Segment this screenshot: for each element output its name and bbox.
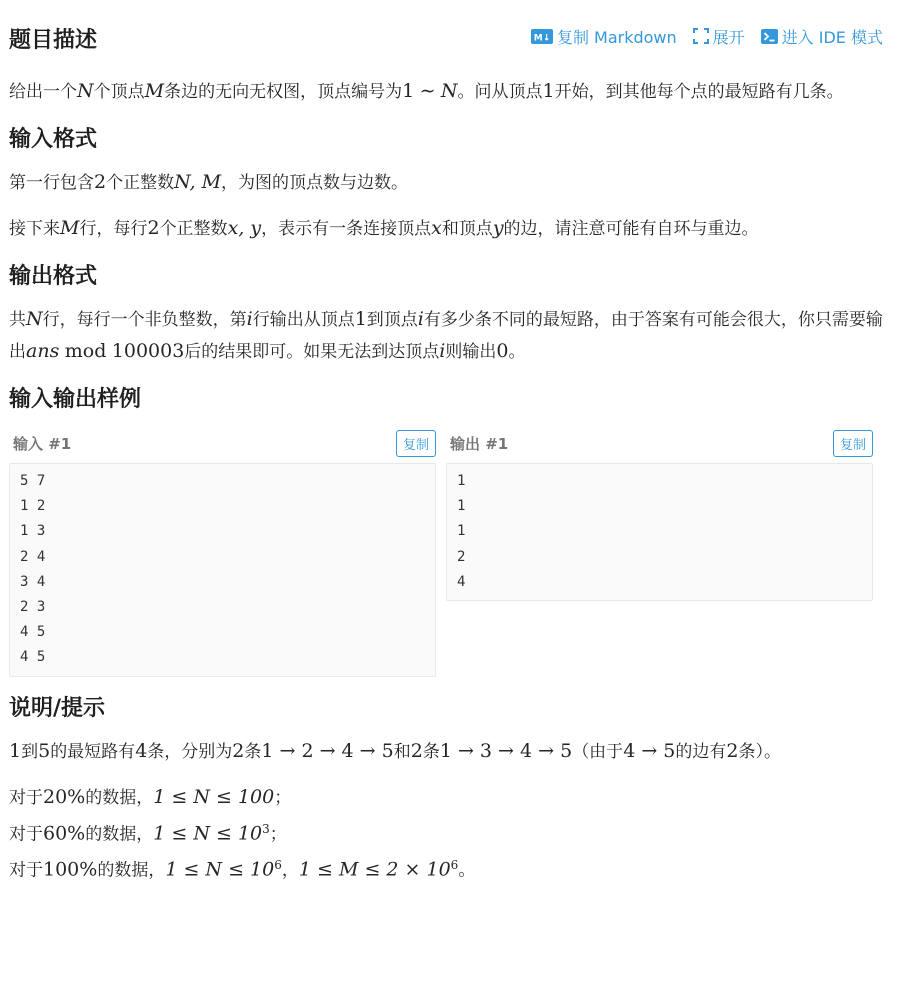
sample-input-code[interactable]: [9, 463, 436, 677]
sample-output: [446, 427, 873, 677]
svg-text:M↓: M↓: [533, 33, 551, 43]
notes: [9, 736, 883, 887]
code-line: 2: [457, 548, 466, 565]
input-format-line-1: 第一行包含2个正整数N, M，为图的顶点数与边数。: [9, 171, 409, 193]
sample-output-code[interactable]: [446, 463, 873, 601]
sample-input-label: 输入 #1: [13, 434, 72, 453]
code-line: 1 3: [20, 523, 46, 540]
code-line: 1: [457, 473, 466, 489]
code-line: 1 2: [20, 498, 46, 515]
constraint-20: 对于20%的数据，1 ≤ N ≤ 100；: [9, 785, 292, 808]
section-title-samples: 输入输出样例: [9, 387, 142, 412]
input-format-line-2: 接下来M行，每行2个正整数x, y，表示有一条连接顶点x和顶点y的边，请注意可能有自环与重边。: [9, 217, 759, 239]
toolbar: [531, 25, 883, 48]
copy-markdown-label: 复制 Markdown: [556, 27, 677, 47]
ide-mode-button[interactable]: [761, 25, 883, 48]
expand-icon: [693, 28, 709, 44]
code-line: 4: [457, 573, 466, 590]
section-title-input-format: 输入格式: [9, 127, 98, 152]
code-line: 4 5: [20, 624, 46, 641]
code-line: 4 5: [20, 649, 46, 666]
expand-label: 展开: [712, 27, 745, 47]
constraint-60: 对于60%的数据，$1 \le N \le 10^3$；: [9, 821, 287, 845]
section-title-description: 题目描述: [9, 27, 98, 53]
description-text: 给出一个N个顶点M条边的无向无权图，顶点编号为1 ∼ N。问从顶点1开始，到其他每个点的最短路有几条。: [9, 80, 844, 102]
ide-mode-label: 进入 IDE 模式: [781, 27, 883, 47]
terminal-icon: [761, 29, 778, 44]
markdown-icon: [531, 29, 553, 44]
section-title-notes: 说明/提示: [9, 695, 106, 721]
samples: [9, 427, 883, 677]
header-row: [9, 0, 883, 76]
expand-button[interactable]: [693, 25, 745, 48]
sample-input: [9, 427, 436, 677]
code-line: 2 3: [20, 599, 46, 616]
code-line: 1: [457, 523, 466, 540]
section-title-output-format: 输出格式: [9, 264, 98, 289]
output-format-text: 共N行，每行一个非负整数，第i行输出从顶点1到顶点i有多少条不同的最短路，由于答案有可能会很大，你只需要输出ans mod 100003后的结果即可。如果无法到达顶点i则输出0。: [9, 308, 883, 362]
code-line: 2 4: [20, 548, 46, 565]
constraint-100: 对于100%的数据，$1 \le N \le 10^6$，$1 \le M \le 2 \times 10^6$。: [9, 858, 476, 881]
problem-statement: [9, 0, 883, 887]
copy-output-button[interactable]: 复制: [833, 430, 873, 457]
sample-output-label: 输出 #1: [450, 434, 509, 453]
code-line: 3 4: [20, 573, 46, 590]
copy-markdown-button[interactable]: [531, 25, 677, 48]
notes-example: 1到5的最短路有4条，分别为2条1 → 2 → 4 → 5和2条1 → 3 → 4 → 5（由于4 → 5的边有2条）。: [9, 739, 781, 762]
copy-input-button[interactable]: 复制: [396, 430, 436, 457]
code-line: 5 7: [20, 473, 46, 489]
code-line: 1: [457, 498, 466, 515]
